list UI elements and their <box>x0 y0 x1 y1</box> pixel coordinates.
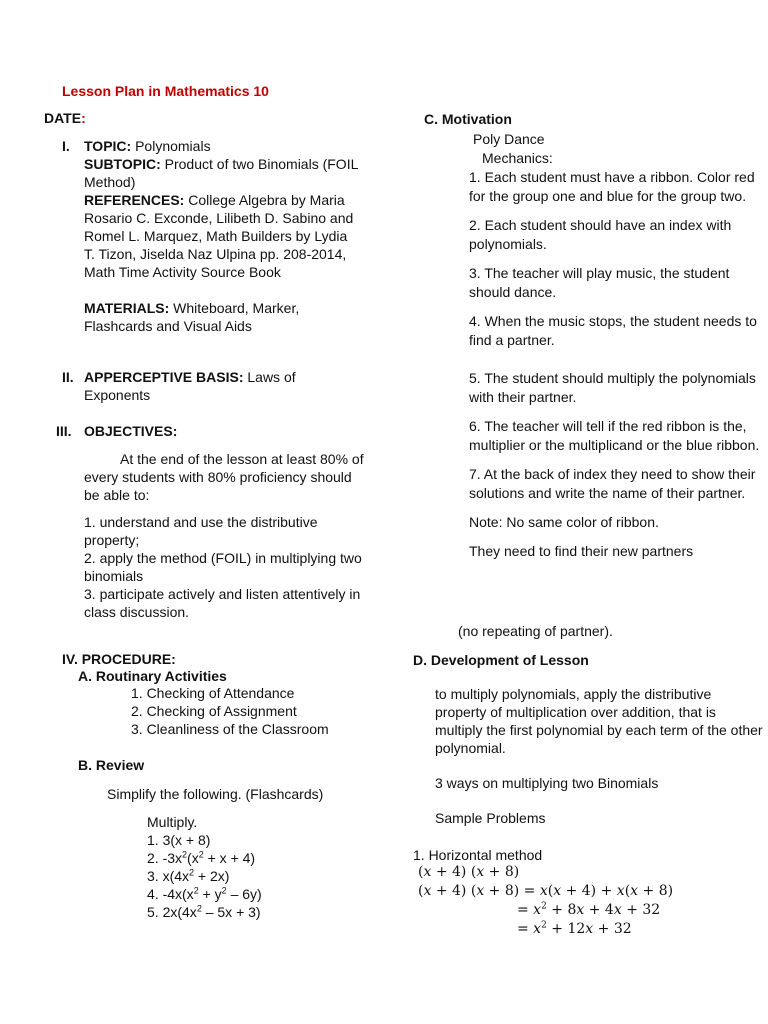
materials-value: Whiteboard, Marker, Flashcards and Visual Aids <box>84 300 300 334</box>
date-colon: : <box>81 110 86 126</box>
apperceptive-value: Laws of Exponents <box>84 369 296 403</box>
review-intro: Simplify the following. (Flashcards) <box>107 786 324 802</box>
ribbon-note: Note: No same color of ribbon. <box>469 514 659 530</box>
apperceptive-numeral <box>62 368 74 386</box>
objective-item-3: 3. participate actively and listen attentively in class discussion. <box>84 586 361 620</box>
multiply-label: Multiply. <box>147 814 198 830</box>
apperceptive-numeral-text: II. <box>62 369 74 385</box>
materials-label: MATERIALS: <box>84 300 170 316</box>
partners-line-1: They need to find their new partners <box>469 543 694 559</box>
development-label: D. Development of Lesson <box>413 652 589 668</box>
step-3: 3. The teacher will play music, the student should dance. <box>469 265 730 300</box>
routinary-list <box>131 684 371 738</box>
date-label-text: DATE <box>44 110 82 126</box>
exercise-5: 5. $2x(4x^2 - 5x + 3)$ <box>147 903 261 920</box>
exercise-4: 4. $-4x(x^2 + y^2 - 6y)$ <box>147 885 262 902</box>
step-5: 5. The student should multiply the polynomials with their partner. <box>469 370 756 405</box>
procedure-label: IV. PROCEDURE: <box>62 651 176 667</box>
apperceptive-section <box>84 368 344 404</box>
topic-label: TOPIC: <box>84 138 132 154</box>
math-line-1: (x + 4) (x + 8) <box>418 864 520 880</box>
step-6: 6. The teacher will tell if the red ribbon is the, multiplier or the multiplicand or the blue ribbon. <box>469 418 760 453</box>
apperceptive-label: APPERCEPTIVE BASIS: <box>84 369 244 385</box>
objectives-intro: At the end of the lesson at least 80% of every students with 80% proficiency should be able to: <box>84 451 364 503</box>
objectives-label: OBJECTIVES: <box>84 423 178 439</box>
development-section <box>435 685 765 827</box>
partners-line-2: (no repeating of partner). <box>458 623 613 639</box>
objective-item-2: 2. apply the method (FOIL) in multiplying two binomials <box>84 550 362 584</box>
routinary-item-1: 1. Checking of Attendance <box>131 685 295 701</box>
references-label: REFERENCES: <box>84 192 185 208</box>
mechanics-label: Mechanics: <box>482 150 553 166</box>
method-1-label: 1. Horizontal method <box>413 847 543 863</box>
motivation-steps <box>469 168 768 561</box>
topic-section <box>84 137 359 335</box>
subtopic-label: SUBTOPIC: <box>84 156 161 172</box>
topic-numeral <box>62 137 82 155</box>
routinary-item-3: 3. Cleanliness of the Classroom <box>131 721 329 737</box>
motivation-activity: Poly Dance <box>473 131 545 147</box>
exercise-3: 3. $x(4x^2 + 2x)$ <box>147 867 230 884</box>
topic-line <box>84 137 359 155</box>
motivation-label: C. Motivation <box>424 111 512 127</box>
math-line-2: (x + 4) (x + 8) = x(x + 4) + x(x + 8) <box>418 883 674 899</box>
topic-value: Polynomials <box>131 138 211 154</box>
ways-line: 3 ways on multiplying two Binomials <box>435 775 659 791</box>
references-value: College Algebra by Maria Rosario C. Exconde, Lilibeth D. Sabino and Romel L. Marquez, Math Builders by Lydia T. Tizon, Jiselda Naz Ulpina pp. 208-2014, Math Time Activity Source Book <box>84 192 354 280</box>
routinary-item-2: 2. Checking of Assignment <box>131 703 297 719</box>
step-7: 7. At the back of index they need to show their solutions and write the name of their partner. <box>469 466 756 501</box>
references-line <box>84 191 359 281</box>
step-2: 2. Each student should have an index with polynomials. <box>469 217 732 252</box>
development-paragraph: to multiply polynomials, apply the distributive property of multiplication over addition, that is multiply the first polynomial by each term of the other polynomial. <box>435 686 763 756</box>
apperceptive-line <box>84 368 344 404</box>
materials-line <box>84 299 359 335</box>
step-1: 1. Each student must have a ribbon. Color red for the group one and blue for the group two. <box>469 169 755 204</box>
subtopic-value: Product of two Binomials (FOIL Method) <box>84 156 358 190</box>
horizontal-method-math <box>418 863 768 939</box>
page-title: Lesson Plan in Mathematics 10 <box>62 83 269 99</box>
objective-item-1: 1. understand and use the distributive property; <box>84 514 318 548</box>
exercise-2: 2. $-3x^2(x^2 + x + 4)$ <box>147 849 256 866</box>
topic-numeral-text: I. <box>62 138 70 154</box>
routinary-label: A. Routinary Activities <box>78 668 227 684</box>
review-exercises <box>147 813 357 921</box>
sample-problems: Sample Problems <box>435 810 546 826</box>
math-line-3: = $x^2 + 8x + 4x + 32$ <box>517 901 661 918</box>
subtopic-line <box>84 155 359 191</box>
objectives-section <box>84 422 364 621</box>
objectives-numeral-text: III. <box>56 423 72 439</box>
exercise-1: 1. 3(x + 8) <box>147 832 211 848</box>
step-4: 4. When the music stops, the student needs to find a partner. <box>469 313 757 348</box>
date-label <box>44 109 86 127</box>
objectives-numeral <box>56 422 72 440</box>
review-label: B. Review <box>78 757 145 773</box>
math-line-4: = $x^2 + 12x + 32$ <box>517 920 632 937</box>
